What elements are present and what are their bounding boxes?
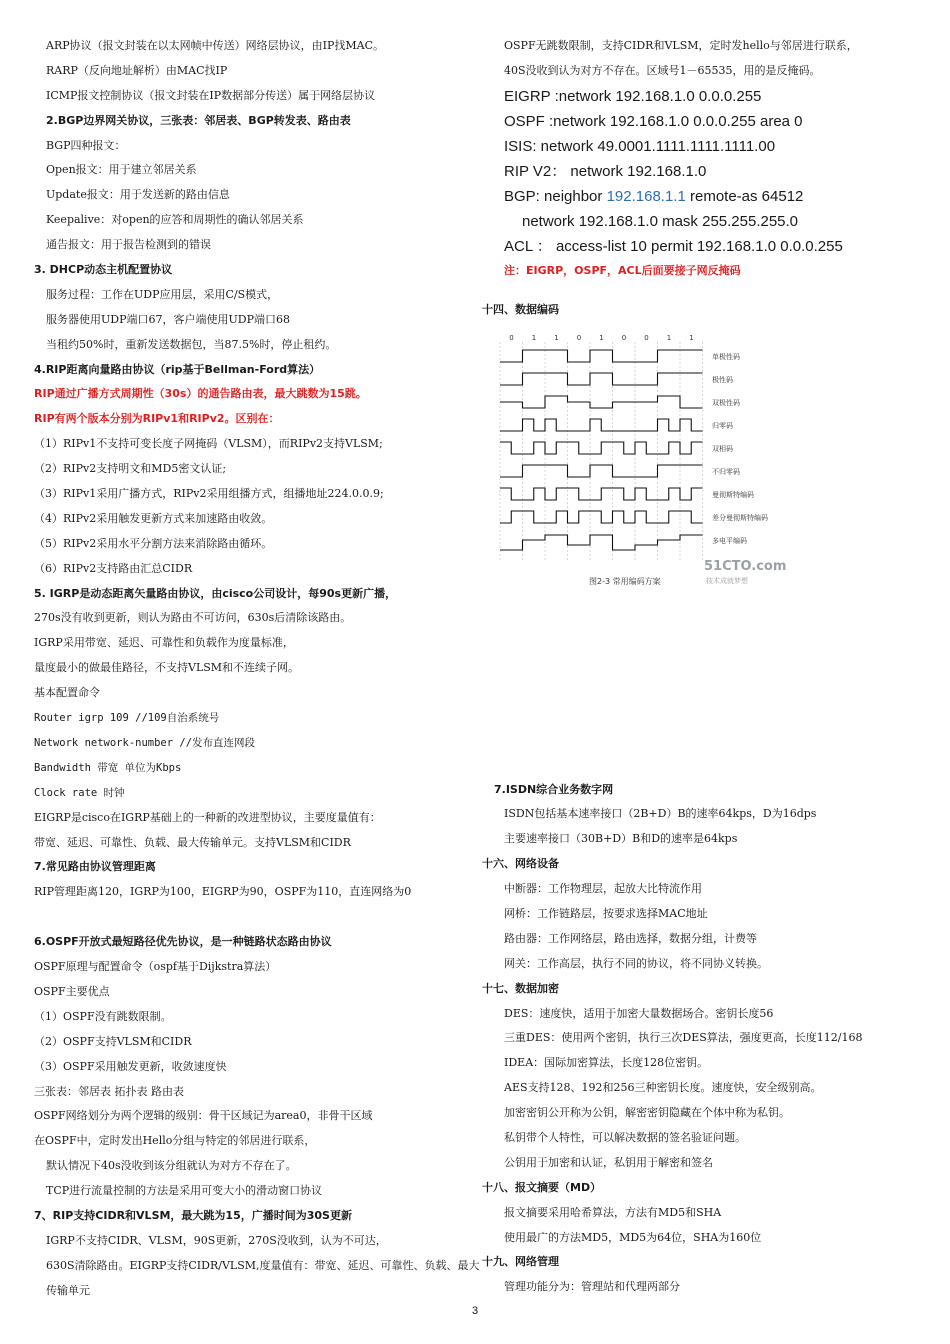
- waveform-line: [500, 465, 703, 477]
- right_bottom-line: 中断器：工作物理层，起放大比特流作用: [504, 882, 702, 896]
- left-line: OSPF原理与配置命令（ospf基于Dijkstra算法）: [34, 960, 277, 974]
- right_bottom-line: AES支持128、192和256三种密钥长度。速度快，安全级别高。: [504, 1081, 822, 1095]
- right_bottom-line: 报文摘要采用哈希算法，方法有MD5和SHA: [504, 1205, 722, 1219]
- bit-sequence: [509, 334, 693, 342]
- right_bottom-line: 十七、数据加密: [482, 981, 559, 995]
- bit-label: 1: [599, 334, 604, 342]
- left-line: RIP管理距离120，IGRP为100，EIGRP为90，OSPF为110，直连网络为0: [34, 885, 412, 899]
- page-number: 3: [471, 1305, 479, 1317]
- bit-label: 1: [689, 334, 694, 342]
- bgp-network-config: network 192.168.1.0 mask 255.255.255.0: [522, 212, 799, 230]
- bit-label: 1: [531, 334, 537, 342]
- encoding-label: 曼彻斯特编码: [712, 491, 754, 499]
- waveform-line: [500, 373, 703, 385]
- rip-config: RIP V2： network 192.168.1.0: [504, 162, 707, 180]
- right_bottom-line: DES：速度快，适用于加密大量数据场合。密钥长度56: [504, 1006, 774, 1020]
- right_top-line: OSPF无跳数限制，支持CIDR和VLSM，定时发hello与邻居进行联系，: [504, 39, 858, 52]
- left-line: 630S清除路由。EIGRP支持CIDR/VLSM,度量值有：带宽、延迟、可靠性、负载、最大: [46, 1258, 480, 1272]
- left-line: TCP进行流量控制的方法是采用可变大小的滑动窗口协议: [46, 1184, 323, 1198]
- left-line: 通告报文：用于报告检测到的错误: [46, 238, 211, 252]
- left-line: Bandwidth 带宽 单位为Kbps: [34, 761, 182, 774]
- left-line: RIP有两个版本分别为RIPv1和RIPv2。区别在：: [34, 412, 280, 426]
- left-line: 270s没有收到更新，则认为路由不可访问，630s后清除该路由。: [34, 611, 352, 625]
- left-line: 5. IGRP是动态距离矢量路由协议，由cisco公司设计，每90s更新广播，: [34, 586, 397, 600]
- bit-label: 0: [644, 334, 649, 342]
- left-line: IGRP不支持CIDR、VLSM，90S更新，270S没收到，认为不可达，: [46, 1233, 387, 1247]
- encoding-waveform-figure: [494, 330, 794, 592]
- left-line: 7.常见路由协议管理距离: [34, 860, 156, 874]
- left-line: （1）OSPF没有跳数限制。: [34, 1009, 172, 1023]
- bgp-config: [482, 184, 922, 209]
- right_bottom-line: 网关：工作高层，执行不同的协议，将不同协义转换。: [504, 956, 768, 970]
- left-line: Router igrp 109 //109自治系统号: [34, 712, 220, 725]
- left-line: 4.RIP距离向量路由协议（rip基于Bellman-Ford算法）: [34, 362, 321, 376]
- left-line: 量度最小的做最佳路径，不支持VLSM和不连续子网。: [34, 661, 300, 675]
- left-line: Keepalive：对open的应答和周期性的确认邻居关系: [46, 213, 304, 227]
- left-line: [34, 905, 474, 930]
- waveform-line: [500, 488, 703, 500]
- encoding-label: 双极性码: [712, 399, 740, 407]
- left-line: 在OSPF中，定时发出Hello分组与特定的邻居进行联系，: [34, 1134, 316, 1148]
- right_bottom-line: 7.ISDN综合业务数字网: [494, 782, 614, 796]
- left-line: （3）RIPv1采用广播方式，RIPv2采用组播方式，组播地址224.0.0.9;: [34, 487, 384, 501]
- encoding-label: 归零码: [712, 422, 733, 430]
- watermark-logo: 51CTO.com: [704, 559, 787, 574]
- right_bottom-line: 管理功能分为：管理站和代理两部分: [504, 1280, 680, 1294]
- left-line: Update报文：用于发送新的路由信息: [46, 188, 230, 202]
- left-line: Clock rate 时钟: [34, 786, 125, 799]
- left-line: （3）OSPF采用触发更新，收敛速度快: [34, 1059, 227, 1073]
- figure-caption: 图2-3 常用编码方案: [589, 577, 661, 586]
- right_bottom-line: 十八、报文摘要（MD）: [482, 1180, 602, 1194]
- left-line: （6）RIPv2支持路由汇总CIDR: [34, 561, 193, 575]
- left-line: OSPF网络划分为两个逻辑的级别：骨干区域记为area0，非骨干区域: [34, 1109, 373, 1123]
- bgp-neighbor-ip: 192.168.1.1: [606, 187, 686, 205]
- right-bottom-notes: [482, 778, 922, 1301]
- bgp-suffix: remote-as 64512: [685, 187, 804, 205]
- encoding-label: 不归零码: [712, 468, 740, 476]
- left-line: （1）RIPv1不支持可变长度子网掩码（VLSM），而RIPv2支持VLSM;: [34, 437, 383, 451]
- eigrp-config: EIGRP :network 192.168.1.0 0.0.0.255: [504, 87, 762, 105]
- right_bottom-line: 三重DES：使用两个密钥，执行三次DES算法，强度更高，长度112/168: [504, 1031, 863, 1045]
- encoding-heading: 十四、数据编码: [482, 302, 559, 316]
- right_bottom-line: 主要速率接口（30B+D）B和D的速率是64kps: [504, 832, 738, 846]
- right_bottom-line: 路由器：工作网络层，路由选择，数据分组，计费等: [504, 931, 757, 945]
- right_bottom-line: 十九、网络管理: [482, 1255, 559, 1269]
- encoding-label: 极性码: [712, 376, 733, 384]
- left-line: Open报文：用于建立邻居关系: [46, 163, 197, 177]
- ospf-config: OSPF :network 192.168.1.0 0.0.0.255 area 0: [504, 112, 803, 130]
- waveform-line: [500, 396, 703, 408]
- right_bottom-line: 公钥用于加密和认证，私钥用于解密和签名: [504, 1155, 713, 1169]
- right_bottom-line: 加密密钥公开称为公钥，解密密钥隐藏在个体中称为私钥。: [504, 1106, 790, 1120]
- left-line: 当租约50%时，重新发送数据包，当87.5%时，停止租约。: [46, 337, 337, 351]
- right_bottom-line: ISDN包括基本速率接口（2B+D）B的速率64kps，D为16dps: [504, 807, 817, 821]
- bit-label: 0: [509, 334, 514, 342]
- encoding-label: 差分曼彻斯特编码: [712, 514, 768, 522]
- bit-label: 1: [554, 334, 559, 342]
- waveform-line: [500, 419, 703, 431]
- left-column: [34, 34, 480, 1304]
- isis-config: ISIS: network 49.0001.1111.1111.1111.00: [504, 137, 776, 155]
- left-line: （2）RIPv2支持明文和MD5密文认证;: [34, 462, 227, 476]
- left-line: OSPF主要优点: [34, 984, 110, 998]
- encoding-labels: [712, 352, 768, 545]
- left-line: 服务过程：工作在UDP应用层，采用C/S模式，: [46, 287, 279, 301]
- ospf-notes: [482, 34, 922, 84]
- bgp-prefix: BGP: neighbor: [504, 187, 607, 205]
- left-line: Network network-number //发布直连网段: [34, 736, 256, 749]
- left-line: 3. DHCP动态主机配置协议: [34, 263, 173, 277]
- left-line: 三张表：邻居表 拓扑表 路由表: [34, 1084, 184, 1098]
- left-line: 默认情况下40s没收到该分组就认为对方不存在了。: [46, 1159, 297, 1173]
- waveform-line: [500, 442, 703, 454]
- waveform-line: [500, 535, 703, 550]
- left-line: IGRP采用带宽、延迟、可靠性和负载作为度量标准，: [34, 636, 294, 650]
- left-line: （4）RIPv2采用触发更新方式来加速路由收敛。: [34, 511, 273, 525]
- right-column: [482, 34, 922, 1300]
- left-line: 带宽、延迟、可靠性、负载、最大传输单元。支持VLSM和CIDR: [34, 835, 351, 849]
- bit-label: 0: [576, 334, 582, 342]
- left-line: BGP四种报文：: [46, 138, 126, 152]
- encoding-label: 多电平编码: [712, 537, 747, 545]
- left-line: 传输单元: [46, 1283, 90, 1297]
- routing-config-block: [482, 84, 922, 284]
- left-line: RIP通过广播方式周期性（30s）的通告路由表，最大跳数为15跳。: [34, 387, 367, 401]
- left-line: 6.OSPF开放式最短路径优先协议，是一种链路状态路由协议: [34, 935, 332, 949]
- right_bottom-line: 私钥带个人特性，可以解决数据的签名验证问题。: [504, 1131, 746, 1145]
- left-line: 7、RIP支持CIDR和VLSM，最大跳为15，广播时间为30S更新: [34, 1208, 352, 1222]
- right_bottom-line: 十六、网络设备: [482, 857, 559, 871]
- bit-label: 0: [621, 334, 627, 342]
- right_top-line: 40S没收到认为对方不存在。区域号1－65535，用的是反掩码。: [504, 63, 821, 77]
- waveform-line: [500, 511, 703, 523]
- left-line: （2）OSPF支持VLSM和CIDR: [34, 1034, 192, 1048]
- left-line: 服务器使用UDP端口67，客户端使用UDP端口68: [46, 312, 290, 326]
- encoding-label: 单极性码: [712, 353, 740, 361]
- waveform-line: [500, 350, 703, 362]
- mask-note: 注：EIGRP，OSPF，ACL后面要接子网反掩码: [504, 263, 741, 277]
- left-line: EIGRP是cisco在IGRP基础上的一种新的改进型协议，主要度量值有：: [34, 810, 381, 824]
- left-line: 2.BGP边界网关协议，三张表：邻居表、BGP转发表、路由表: [46, 113, 351, 127]
- left-line: RARP（反向地址解析）由MAC找IP: [46, 63, 228, 77]
- right_bottom-line: IDEA：国际加密算法，长度128位密钥。: [504, 1056, 709, 1070]
- left-line: （5）RIPv2采用水平分割方法来消除路由循环。: [34, 536, 273, 550]
- left-line: 基本配置命令: [34, 686, 100, 700]
- left-line: ICMP报文控制协议（报文封装在IP数据部分传送）属于网络层协议: [46, 88, 376, 102]
- right_bottom-line: 网桥：工作链路层，按要求选择MAC地址: [504, 907, 708, 921]
- encoding-label: 双相码: [712, 445, 733, 453]
- acl-config: ACL ： access-list 10 permit 192.168.1.0 0.0.0.255: [504, 237, 843, 255]
- right_bottom-line: 使用最广的方法MD5，MD5为64位，SHA为160位: [504, 1230, 762, 1244]
- waveforms: [500, 350, 703, 550]
- watermark-slogan: 技术成就梦想: [706, 577, 748, 585]
- left-line: ARP协议（报文封装在以太网帧中传送）网络层协议，由IP找MAC。: [46, 39, 384, 52]
- bit-label: 1: [666, 334, 672, 342]
